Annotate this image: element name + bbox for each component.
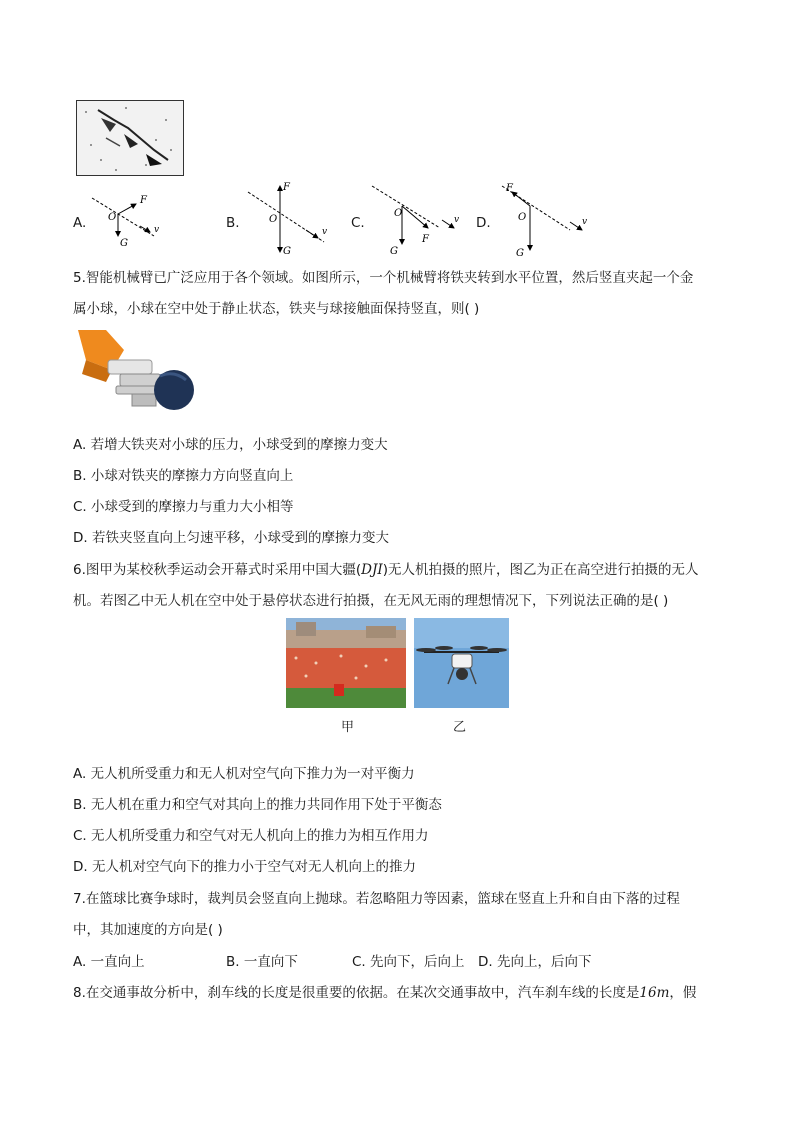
svg-text:F: F — [283, 182, 290, 193]
option-label-c: C. — [351, 215, 365, 231]
q7-option-c: C. 先向下，后向上 — [352, 954, 465, 970]
force-diagram-c — [368, 182, 464, 258]
q5-stem-line2: 属小球，小球在空中处于静止状态，铁夹与球接触面保持竖直，则( ) — [73, 301, 480, 317]
svg-text:G: G — [390, 246, 398, 257]
photo-drone — [414, 618, 509, 708]
q6-stem-text-a: 6.图甲为某校秋季运动会开幕式时采用中国大疆( — [73, 562, 362, 578]
option-label-a: A. — [73, 215, 87, 231]
q8-stem-line1 — [73, 983, 696, 1003]
caption-right: 乙 — [453, 720, 467, 735]
svg-text:F: F — [422, 234, 429, 245]
q5-stem-line1: 5.智能机械臂已广泛应用于各个领域。如图所示，一个机械臂将铁夹转到水平位置，然后竖直夹起一个金 — [73, 270, 694, 286]
q5-option-b: B. 小球对铁夹的摩擦力方向竖直向上 — [73, 468, 294, 484]
svg-text:v: v — [154, 225, 160, 235]
q6-stem-text-b: )无人机拍摄的照片，图乙为正在高空进行拍摄的无人 — [382, 562, 699, 578]
photo-stadium — [286, 618, 406, 708]
q5-option-d: D. 若铁夹竖直向上匀速平移，小球受到的摩擦力变大 — [73, 530, 389, 546]
force-diagram-d — [494, 180, 590, 260]
svg-text:v: v — [454, 215, 460, 225]
q6-stem-line1 — [73, 560, 699, 580]
svg-text:O: O — [518, 212, 527, 223]
q8-stem-text-a: 8.在交通事故分析中，刹车线的长度是很重要的依据。在某次交通事故中，汽车刹车线的长度是 — [73, 985, 640, 1001]
q6-option-a: A. 无人机所受重力和无人机对空气向下推力为一对平衡力 — [73, 766, 415, 782]
option-label-b: B. — [226, 215, 240, 231]
svg-text:G: G — [516, 248, 524, 259]
q5-option-a: A. 若增大铁夹对小球的压力，小球受到的摩擦力变大 — [73, 437, 388, 453]
svg-text:O: O — [269, 214, 278, 225]
svg-text:v: v — [322, 227, 328, 237]
svg-text:G: G — [120, 238, 128, 249]
svg-text:F: F — [506, 183, 513, 194]
force-diagram-b — [244, 180, 334, 256]
q6-option-b: B. 无人机在重力和空气对其向上的推力共同作用下处于平衡态 — [73, 797, 442, 813]
force-diagram-a — [88, 190, 164, 250]
svg-text:F: F — [140, 195, 147, 206]
q5-option-c: C. 小球受到的摩擦力与重力大小相等 — [73, 499, 294, 515]
q6-stem-line2: 机。若图乙中无人机在空中处于悬停状态进行拍摄，在无风无雨的理想情况下，下列说法正确的是( ) — [73, 593, 669, 609]
q6-option-c: C. 无人机所受重力和空气对无人机向上的推力为相互作用力 — [73, 828, 429, 844]
svg-text:O: O — [394, 208, 403, 219]
svg-text:v: v — [582, 217, 588, 227]
q8-stem-math: 16m — [639, 985, 670, 1001]
q8-stem-text-b: ，假 — [669, 985, 697, 1001]
q7-option-a: A. 一直向上 — [73, 954, 145, 970]
q7-option-b: B. 一直向下 — [226, 954, 298, 970]
q6-stem-math: DJI — [361, 562, 383, 578]
q6-option-d: D. 无人机对空气向下的推力小于空气对无人机向上的推力 — [73, 859, 416, 875]
top-photo — [76, 100, 184, 176]
q7-stem-line1: 7.在篮球比赛争球时，裁判员会竖直向上抛球。若忽略阻力等因素，篮球在竖直上升和自由下落的过程 — [73, 891, 680, 907]
caption-left: 甲 — [341, 720, 355, 735]
robot-arm-image — [76, 330, 198, 420]
svg-text:G: G — [283, 246, 291, 256]
q7-stem-line2: 中，其加速度的方向是( ) — [73, 922, 223, 938]
q7-option-d: D. 先向上，后向下 — [478, 954, 592, 970]
svg-text:O: O — [108, 212, 117, 223]
option-label-d: D. — [476, 215, 491, 231]
